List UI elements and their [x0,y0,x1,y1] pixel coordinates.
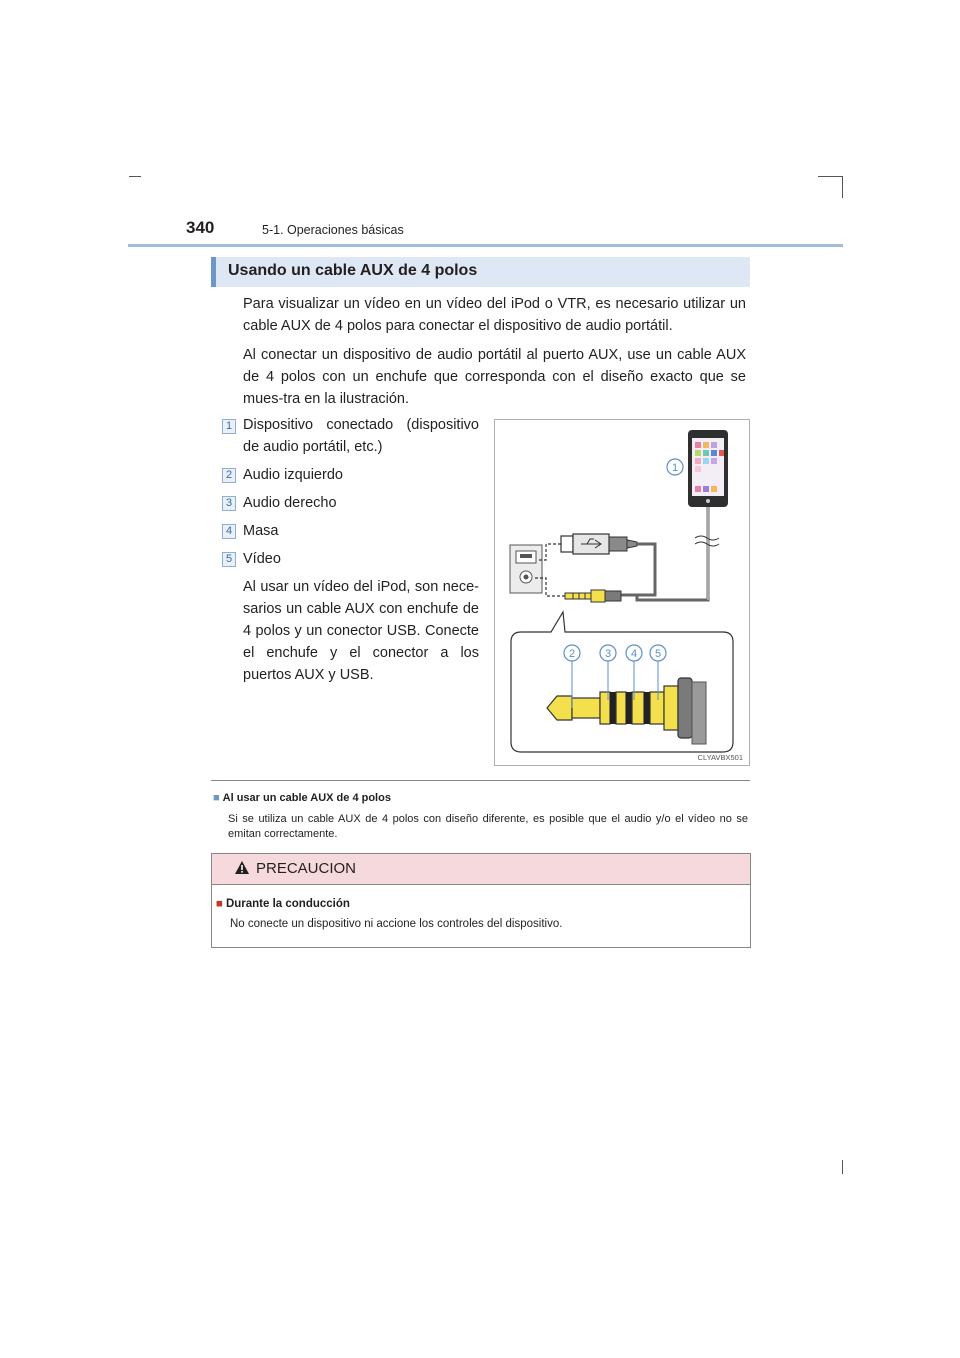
crop-mark [842,1160,843,1174]
caution-header [212,854,750,885]
list-label: Masa [243,523,279,539]
portable-device-icon [688,430,728,507]
caution-subtitle [216,898,350,910]
square-bullet-icon: ■ [213,792,220,804]
caution-body: No conecte un dispositivo ni accione los controles del dispositivo. [230,918,563,930]
crop-mark [129,176,141,177]
note-body: Si se utiliza un cable AUX de 4 polos con diseño diferente, es posible que el audio y/o el vídeo no se emitan correctamente. [228,813,748,840]
video-note: Al usar un vídeo del iPod, son nece-sarios un cable AUX con enchufe de 4 polos y un conector USB. Conecte el enchufe y el conector a los puertos AUX y USB. [243,579,479,683]
page-number: 340 [186,218,215,237]
aux-plug-icon [565,590,621,602]
connection-diagram [495,420,749,765]
svg-text:4: 4 [630,648,638,660]
list-label: Audio derecho [243,495,337,511]
connection-illustration [494,419,750,766]
list-label [243,414,479,458]
warning-triangle-icon [234,860,250,875]
callout-1 [667,459,683,475]
svg-text:3: 3 [604,648,612,660]
section-title: 5-1. Operaciones básicas [262,223,404,237]
intro-paragraph: Para visualizar un vídeo en un vídeo del iPod o VTR, es necesario utilizar un cable AUX de 4 polos para conectar el dispositivo de audio portátil. [243,296,746,334]
usb-plug-icon [561,534,655,554]
divider [211,780,750,781]
intro-paragraph: Al conectar un dispositivo de audio portátil al puerto AUX, use un cable AUX de 4 polos con un enchufe que corresponda con el diseño exacto que se mues-tra en la ilustración. [243,347,746,407]
header-rule [128,244,843,247]
note-title-text: Al usar un cable AUX de 4 polos [222,792,391,804]
list-label-line: Dispositivo conectado (dispositivo [243,417,479,433]
section-heading [211,257,750,287]
list-number: 4 [222,524,236,539]
crop-mark [842,176,843,198]
note-title [213,792,391,804]
caution-box [211,853,751,948]
caution-subtitle-text: Durante la conducción [225,898,350,910]
svg-text:5: 5 [654,648,662,660]
list-label-line: de audio portátil, etc.) [243,439,383,455]
figure-caption: CLYAVBX501 [697,753,743,762]
section-heading-text: Usando un cable AUX de 4 polos [228,262,478,279]
crop-mark [818,176,842,177]
list-label: Vídeo [243,551,281,567]
square-bullet-icon: ■ [216,898,223,910]
list-label: Audio izquierdo [243,467,343,483]
caution-title: PRECAUCION [256,860,357,877]
svg-text:2: 2 [568,648,576,660]
list-number: 2 [222,468,236,483]
list-number: 5 [222,552,236,567]
port-panel-icon [510,545,542,593]
list-number: 3 [222,496,236,511]
list-number: 1 [222,419,236,434]
svg-text:1: 1 [671,462,679,474]
